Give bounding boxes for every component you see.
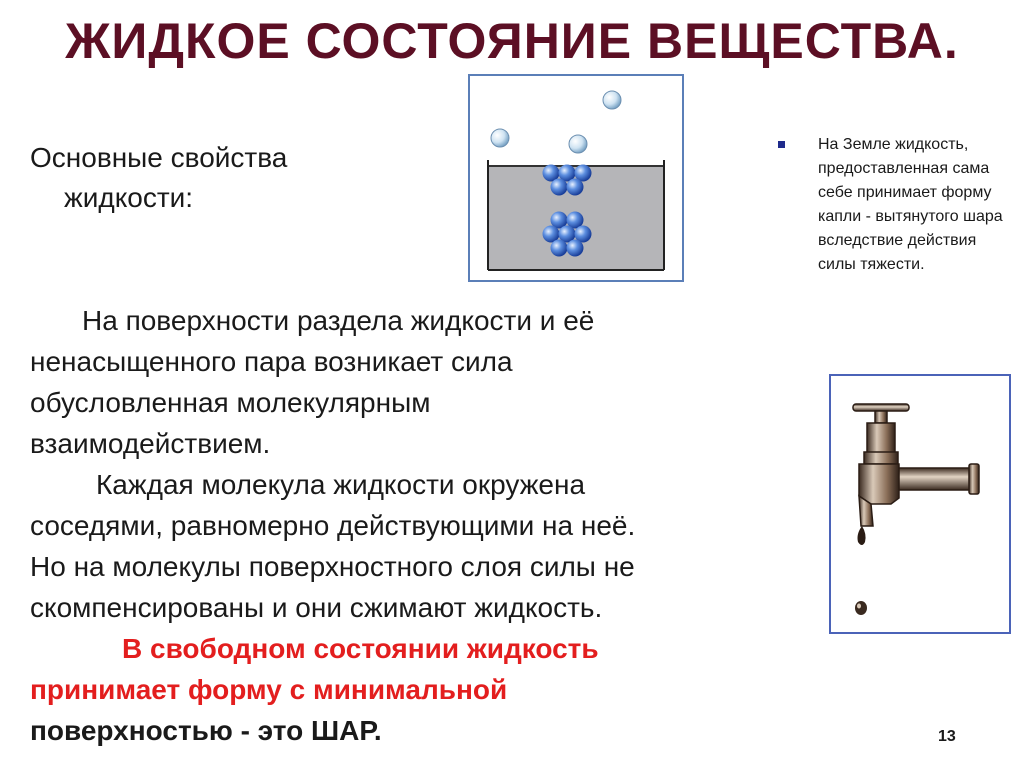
para3-line2: принимает форму с минимальной <box>30 674 508 705</box>
para1-line1: На поверхности раздела жидкости и её <box>82 305 595 336</box>
para2-line1: Каждая молекула жидкости окружена <box>96 469 586 500</box>
page-number: 13 <box>938 728 956 745</box>
body-text <box>30 300 810 751</box>
para2-line3: Но на молекулы поверхностного слоя силы не <box>30 551 635 582</box>
intro-text <box>30 138 287 218</box>
liquid-molecules-figure <box>468 74 684 282</box>
para2-line4: скомпенсированы и они сжимают жидкость. <box>30 592 603 623</box>
intro-line-1: Основные свойства <box>30 142 288 173</box>
liquid-molecules-illustration <box>470 76 682 280</box>
para1-line4: взаимодействием. <box>30 428 271 459</box>
para1-line2: ненасыщенного пара возникает сила <box>30 346 513 377</box>
intro-line-2: жидкости: <box>64 182 194 213</box>
slide-title: ЖИДКОЕ СОСТОЯНИЕ ВЕЩЕСТВА. <box>65 13 959 69</box>
para3-line1: В свободном состоянии жидкость <box>122 633 599 664</box>
square-bullet-icon <box>778 138 790 150</box>
water-tap-figure <box>829 374 1011 634</box>
side-note: На Земле жидкость, предоставленная сама себе принимает форму капли - вытянутого шара вследствие действия силы тяжести. <box>818 136 1003 273</box>
para3-line3: поверхностью - это ШАР. <box>30 715 382 746</box>
water-tap-drop-illustration <box>831 376 1009 632</box>
para2-line2: соседями, равномерно действующими на неё. <box>30 510 636 541</box>
para1-line3: обусловленная молекулярным <box>30 387 431 418</box>
